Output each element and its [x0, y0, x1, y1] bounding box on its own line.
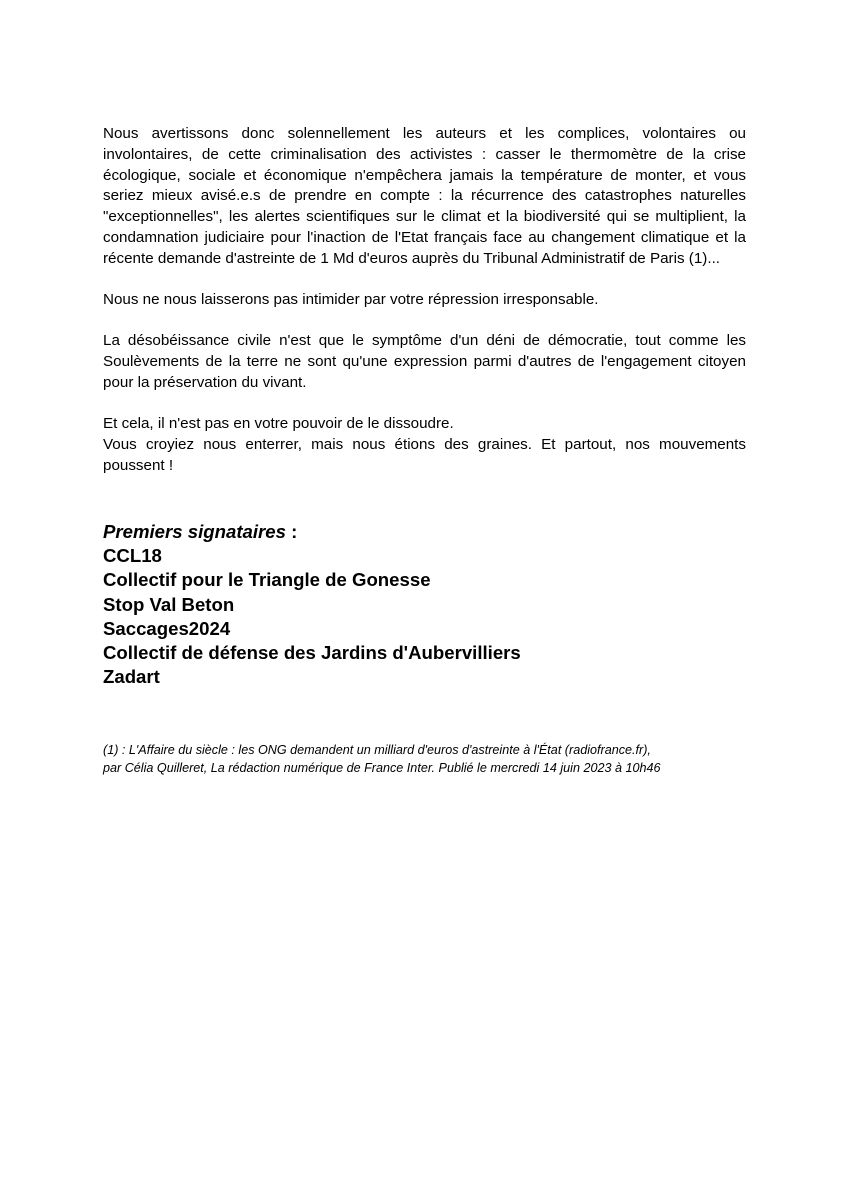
signatory-item: Saccages2024 [103, 617, 231, 639]
footnote [103, 741, 763, 777]
signatory-item: Collectif pour le Triangle de Gonesse [103, 569, 431, 591]
signatory-item: Zadart [103, 666, 160, 688]
footnote-line-author: par Célia Quilleret, La rédaction numérique de France Inter. Publié le mercredi 14 juin 2023 à 10h46 [103, 761, 661, 776]
footnote-line-source: (1) : L'Affaire du siècle : les ONG demandent un milliard d'euros d'astreinte à l'État (radiofrance.fr), [103, 743, 651, 757]
paragraph-intimidation: Nous ne nous laisserons pas intimider par votre répression irresponsable. [103, 291, 599, 308]
signatories-heading [103, 520, 746, 544]
closing-line-seeds: Vous croyiez nous enterrer, mais nous étions des graines. Et partout, nos mouvements poussent ! [103, 435, 746, 474]
signatory-item: CCL18 [103, 545, 162, 567]
signatories-block [103, 520, 746, 689]
signatories-heading-label: Premiers signataires [103, 521, 286, 542]
signatory-item: Stop Val Beton [103, 593, 235, 615]
signatory-item: Collectif de défense des Jardins d'Aubervilliers [103, 642, 521, 664]
paragraph-civil-disobedience: La désobéissance civile n'est que le symptôme d'un déni de démocratie, tout comme les Soulèvements de la terre ne sont qu'une expression parmi d'autres de l'engagement citoyen pour la préservation du vivant. [103, 332, 746, 391]
paragraph-warning: Nous avertissons donc solennellement les auteurs et les complices, volontaires ou involontaires, de cette criminalisation des activistes : casser le thermomètre de la crise écologique, sociale et économique n'empêchera jamais la température de monter, et vous seriez mieux avisé.e.s de prendre en compte : la récurrence des catastrophes naturelles "exceptionnelles", les alertes scientifiques sur le climat et la biodiversité qui se multiplient, la condamnation judiciaire pour l'inaction de l'Etat français face au changement climatique et la récente demande d'astreinte de 1 Md d'euros auprès du Tribunal Administratif de Paris (1)... [103, 125, 746, 267]
closing-line-dissolve: Et cela, il n'est pas en votre pouvoir de le dissoudre. [103, 415, 454, 432]
closing-paragraph [103, 414, 746, 476]
signatories-heading-colon: : [285, 521, 298, 542]
